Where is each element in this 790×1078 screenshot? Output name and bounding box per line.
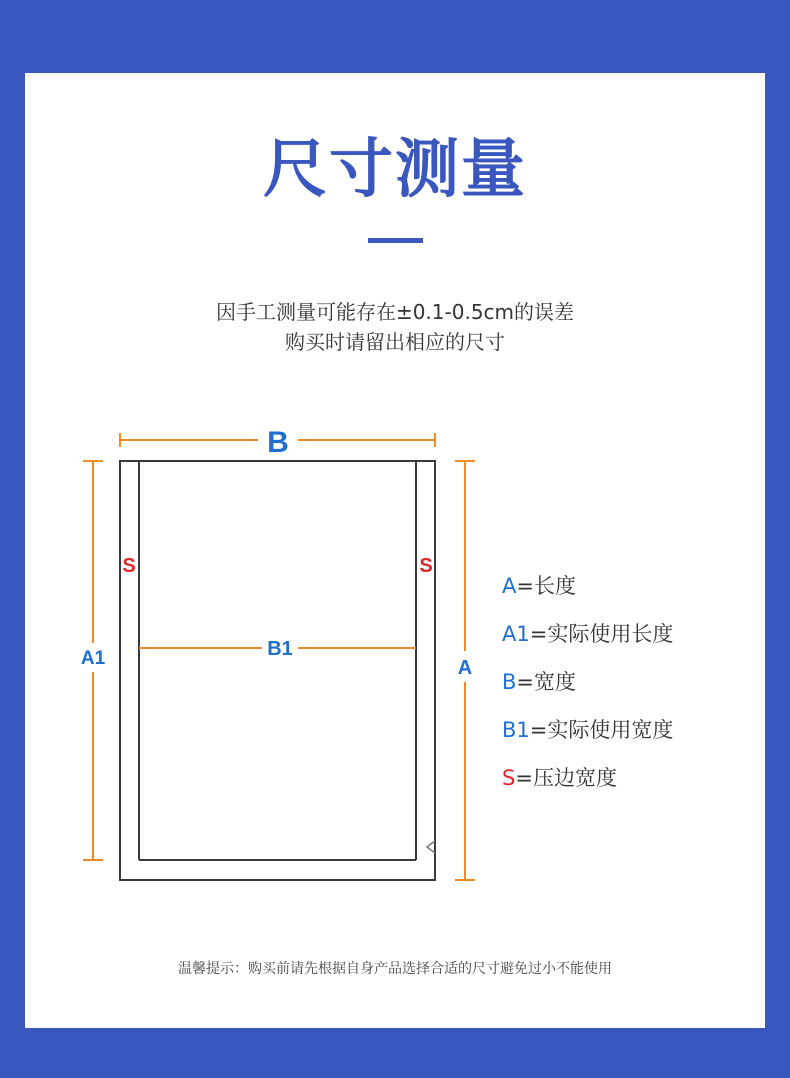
page-title: 尺寸测量 xyxy=(263,133,527,207)
legend-item-a xyxy=(502,570,762,618)
legend-item-a1 xyxy=(502,618,762,666)
dimension-legend xyxy=(502,570,762,810)
legend-item-b1 xyxy=(502,714,762,762)
bag-outline xyxy=(120,461,435,880)
legend-key: S xyxy=(502,766,516,790)
dimension-a1-label: A1 xyxy=(80,648,106,669)
legend-desc: =长度 xyxy=(516,574,576,598)
legend-desc: =压边宽度 xyxy=(515,766,617,790)
dimension-b-label: B xyxy=(267,426,289,459)
legend-key: B xyxy=(502,670,517,694)
measurement-note-line1: 因手工测量可能存在±0.1-0.5cm的误差 xyxy=(215,300,575,324)
tear-notch xyxy=(427,841,435,853)
dimension-b1-label: B1 xyxy=(267,638,293,660)
legend-item-b xyxy=(502,666,762,714)
legend-key: A xyxy=(502,574,517,598)
footer-tip: 温馨提示：购买前请先根据自身产品选择合适的尺寸避免过小不能使用 xyxy=(178,961,612,977)
seal-label-right: S xyxy=(419,555,433,577)
legend-key: B1 xyxy=(502,718,530,742)
measurement-note-line2: 购买时请留出相应的尺寸 xyxy=(285,330,505,354)
legend-desc: =实际使用长度 xyxy=(529,622,674,646)
seal-label-left: S xyxy=(122,555,136,577)
legend-item-s xyxy=(502,762,762,810)
dimension-a-label: A xyxy=(457,657,473,679)
legend-key: A1 xyxy=(502,622,530,646)
legend-desc: =宽度 xyxy=(516,670,577,694)
legend-desc: =实际使用宽度 xyxy=(529,718,674,742)
